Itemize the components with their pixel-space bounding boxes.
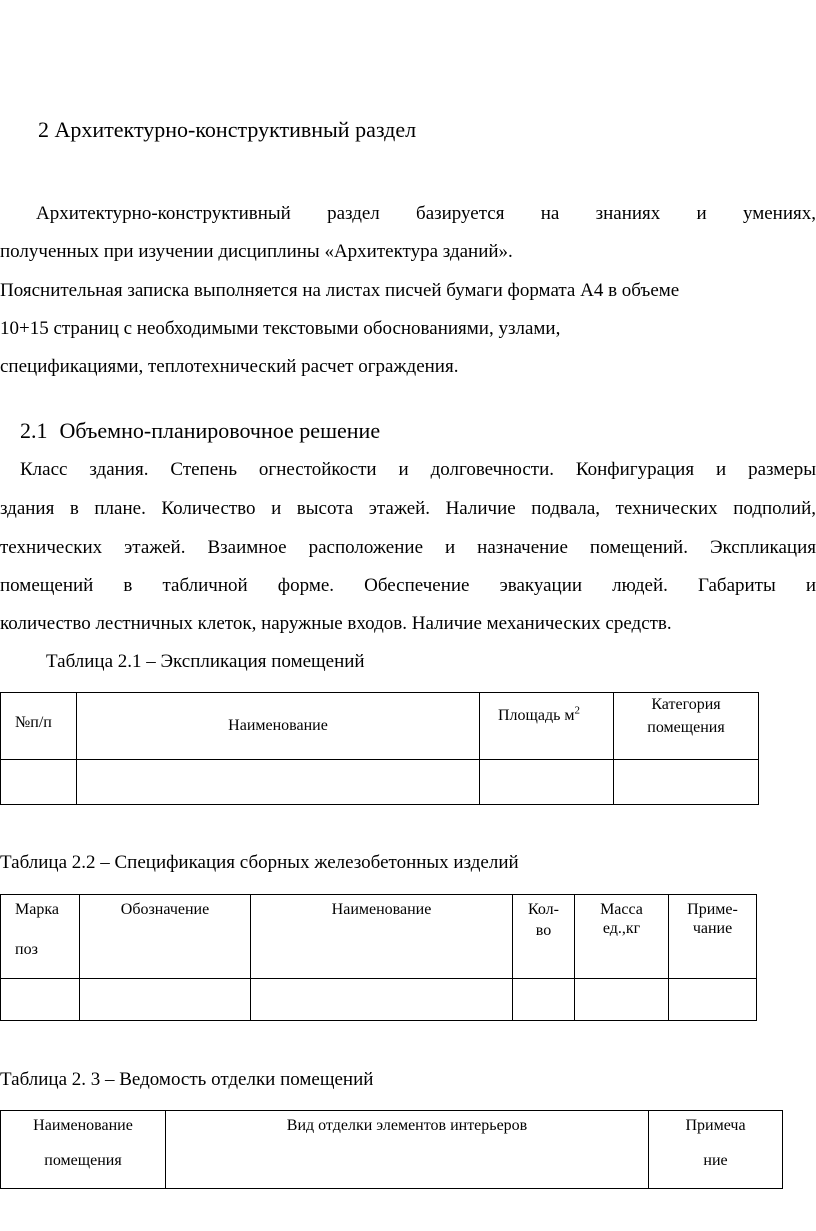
table-cell — [251, 979, 513, 1021]
table3-header-note: Примеча ние — [649, 1111, 783, 1189]
subsection-number: 2.1 — [20, 418, 48, 443]
table1-header-name: Наименование — [77, 693, 480, 760]
table-cell — [575, 979, 669, 1021]
table-cell — [1, 760, 77, 805]
table-cell — [480, 760, 614, 805]
section-heading: 2 Архитектурно-конструктивный раздел — [38, 117, 417, 142]
section-line-2: здания в плане. Количество и высота этажей. Наличие подвала, технических подполий, — [0, 498, 816, 519]
table3-header-room: Наименование помещения — [1, 1111, 166, 1189]
intro-line-5: спецификациями, теплотехнический расчет ограждения. — [0, 356, 459, 377]
intro-line-1: Архитектурно-конструктивный раздел базируется на знаниях и умениях, — [36, 203, 816, 224]
section-line-3: технических этажей. Взаимное расположение и назначение помещений. Экспликация — [0, 537, 816, 558]
table2-header-mark: Марка поз — [1, 895, 80, 979]
table3-header-finish: Вид отделки элементов интерьеров — [166, 1111, 649, 1189]
table-2-1 — [0, 692, 759, 805]
table1-header-area: Площадь $м^2$ — [480, 693, 614, 760]
table1-caption: Таблица 2.1 – Экспликация помещений — [46, 651, 365, 672]
intro-line-3: Пояснительная записка выполняется на листах писчей бумаги формата А4 в объеме — [0, 280, 680, 301]
intro-line-4: 10+15 страниц с необходимыми текстовыми обоснованиями, узлами, — [0, 318, 561, 339]
table-2-3 — [0, 1110, 783, 1189]
table3-caption: Таблица 2. 3 – Ведомость отделки помещений — [0, 1069, 374, 1090]
table-row — [1, 760, 759, 805]
table-cell — [669, 979, 757, 1021]
table-cell — [80, 979, 251, 1021]
section-line-1: Класс здания. Степень огнестойкости и долговечности. Конфигурация и размеры — [20, 459, 816, 480]
table-cell — [1, 979, 80, 1021]
subsection-title: Объемно-планировочное решение — [59, 418, 381, 443]
table1-header-category: Категория помещения — [614, 693, 759, 760]
table2-header-designation: Обозначение — [80, 895, 251, 979]
table-cell — [77, 760, 480, 805]
table-cell — [513, 979, 575, 1021]
table2-header-mass: Масса ед.,кг — [575, 895, 669, 979]
subsection-heading — [20, 418, 380, 444]
section-line-5: количество лестничных клеток, наружные входов. Наличие механических средств. — [0, 613, 672, 634]
table-2-2 — [0, 894, 757, 1021]
section-line-4: помещений в табличной форме. Обеспечение эвакуации людей. Габариты и — [0, 575, 816, 596]
table2-header-qty: Кол- во — [513, 895, 575, 979]
table-cell — [614, 760, 759, 805]
table2-header-note: Приме- чание — [669, 895, 757, 979]
table2-header-name: Наименование — [251, 895, 513, 979]
table2-caption: Таблица 2.2 – Спецификация сборных железобетонных изделий — [0, 852, 519, 873]
table-row — [1, 979, 757, 1021]
intro-line-2: полученных при изучении дисциплины «Архитектура зданий». — [0, 241, 513, 262]
table1-header-number: №п/п — [1, 693, 77, 760]
